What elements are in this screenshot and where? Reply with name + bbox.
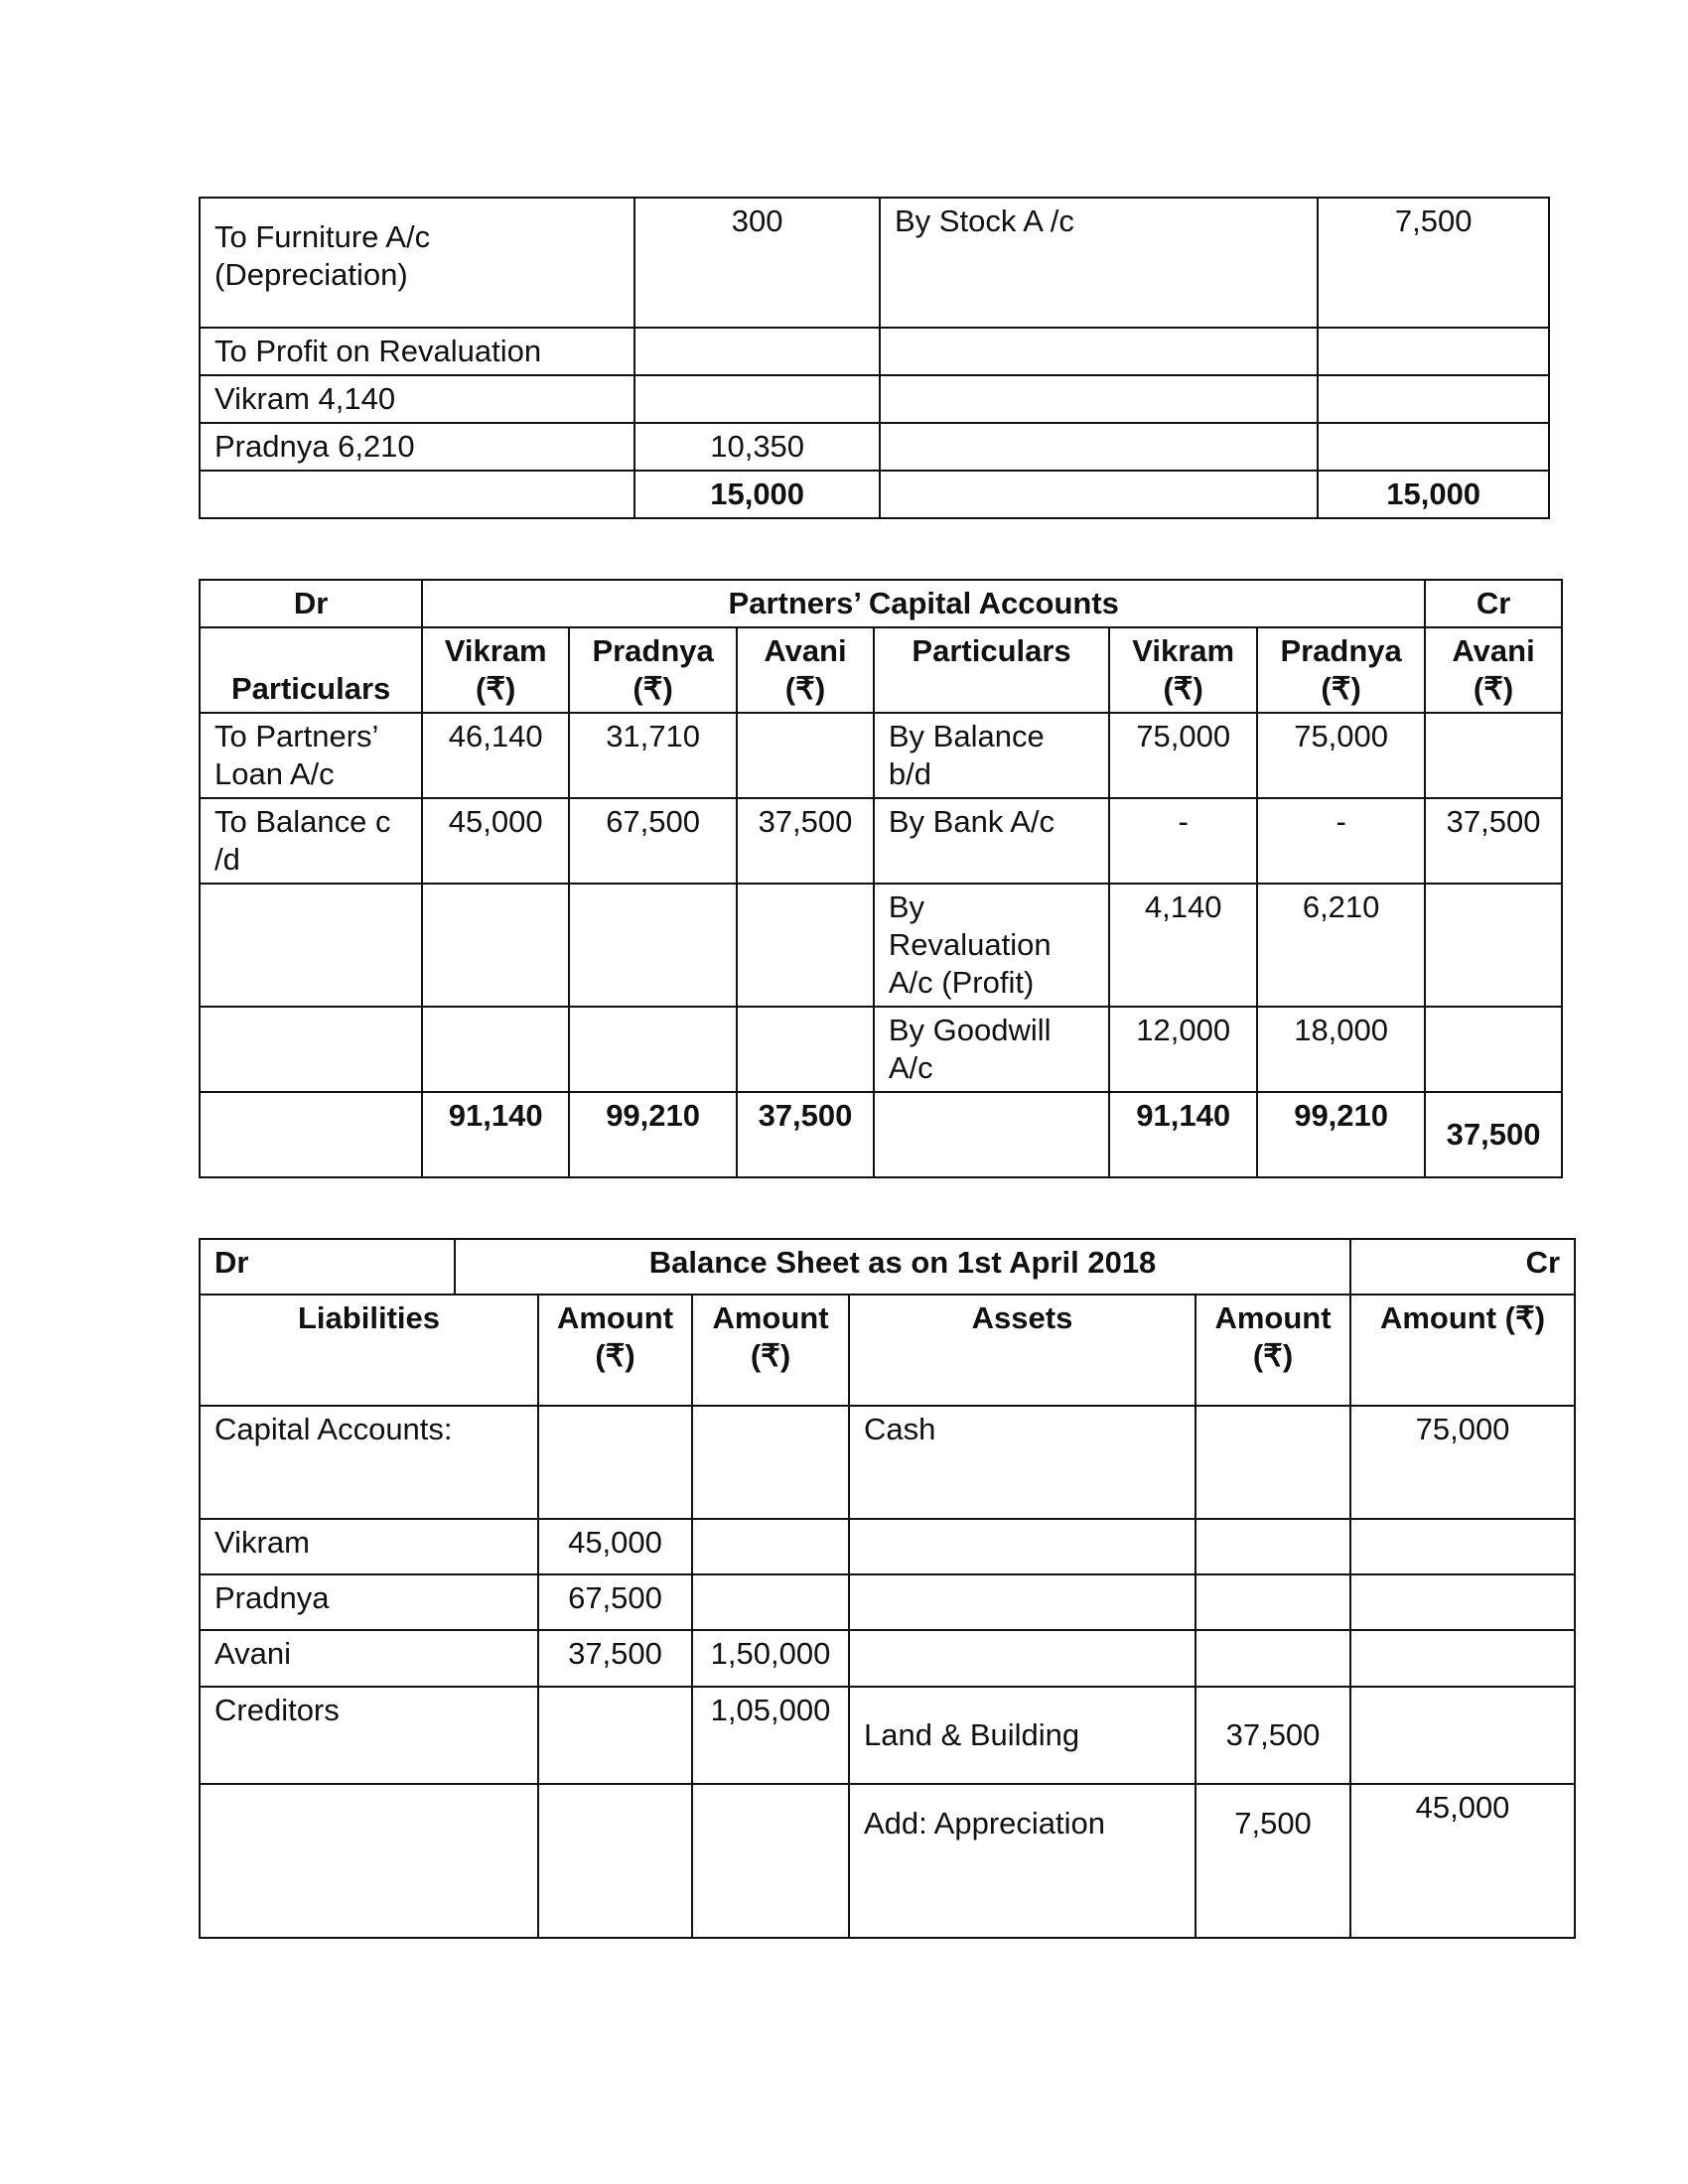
cr-avani <box>1425 1007 1562 1092</box>
cr-particular: By Bank A/c <box>874 798 1109 884</box>
table-row <box>200 884 1562 1007</box>
table-row <box>200 423 1549 471</box>
furniture-amount: 300 <box>634 198 880 328</box>
label-line: Loan A/c <box>214 756 335 791</box>
empty-cell <box>634 375 880 423</box>
balance-sheet-table <box>199 1238 1576 1939</box>
cr-vikram: 4,140 <box>1109 884 1257 1007</box>
empty-cell <box>692 1519 849 1574</box>
empty-cell <box>422 884 569 1007</box>
empty-cell <box>634 328 880 375</box>
label-line: Revaluation <box>888 927 1052 962</box>
header-name: Amount <box>712 1300 829 1335</box>
header-row <box>200 1239 1575 1295</box>
revaluation-account-table <box>199 197 1550 519</box>
pradnya-label: Pradnya <box>200 1574 538 1630</box>
table-row <box>200 1630 1575 1687</box>
particulars-header-cr: Particulars <box>874 627 1109 713</box>
cr-vikram: 12,000 <box>1109 1007 1257 1092</box>
empty-cell <box>1318 328 1549 375</box>
label-line: b/d <box>888 756 931 791</box>
avani-amount: 37,500 <box>538 1630 692 1687</box>
stock-label: By Stock A /c <box>880 198 1318 328</box>
table-row <box>200 798 1562 884</box>
balance-sheet-title: Balance Sheet as on 1st April 2018 <box>455 1239 1350 1295</box>
header-unit: (₹) <box>784 671 826 706</box>
pradnya-profit-share: Pradnya 6,210 <box>200 423 634 471</box>
appreciation-amount: 7,500 <box>1196 1784 1350 1938</box>
capital-accounts-title: Partners’ Capital Accounts <box>422 580 1425 627</box>
assets-header: Assets <box>849 1295 1196 1406</box>
pradnya-header-dr <box>569 627 737 713</box>
table-row <box>200 1406 1575 1519</box>
vikram-header-dr <box>422 627 569 713</box>
empty-cell <box>538 1687 692 1784</box>
cr-avani <box>1425 713 1562 798</box>
empty-cell <box>849 1574 1196 1630</box>
header-unit: (₹) <box>750 1338 791 1373</box>
dr-particular <box>200 798 422 884</box>
table-row-total <box>200 471 1549 518</box>
label-line: A/c <box>888 1050 933 1085</box>
dr-pradnya: 31,710 <box>569 713 737 798</box>
vikram-label: Vikram <box>200 1519 538 1574</box>
cr-vikram: 75,000 <box>1109 713 1257 798</box>
empty-cell <box>880 375 1318 423</box>
header-name: Amount <box>1214 1300 1332 1335</box>
cr-particular <box>874 1007 1109 1092</box>
empty-cell <box>692 1574 849 1630</box>
empty-cell <box>737 1007 874 1092</box>
empty-cell <box>849 1519 1196 1574</box>
dr-particular <box>200 713 422 798</box>
cr-pradnya: 6,210 <box>1257 884 1425 1007</box>
empty-cell <box>1196 1630 1350 1687</box>
land-building-amount: 37,500 <box>1196 1687 1350 1784</box>
liabilities-header: Liabilities <box>200 1295 538 1406</box>
empty-cell <box>880 423 1318 471</box>
empty-cell <box>874 1092 1109 1177</box>
cr-particular <box>874 713 1109 798</box>
label-line: To Balance c <box>214 804 391 839</box>
empty-cell <box>200 1092 422 1177</box>
dr-label: Dr <box>200 580 422 627</box>
partners-capital-accounts-table <box>199 579 1563 1178</box>
avani-header-dr <box>737 627 874 713</box>
cr-label: Cr <box>1425 580 1562 627</box>
empty-cell <box>1196 1519 1350 1574</box>
table-row <box>200 1519 1575 1574</box>
appreciation-label: Add: Appreciation <box>849 1784 1196 1938</box>
avani-header-cr <box>1425 627 1562 713</box>
empty-cell <box>538 1784 692 1938</box>
total-dr-vikram: 91,140 <box>422 1092 569 1177</box>
cr-label: Cr <box>1350 1239 1575 1295</box>
empty-cell <box>200 884 422 1007</box>
empty-cell <box>1350 1687 1575 1784</box>
empty-cell <box>737 884 874 1007</box>
header-unit: (₹) <box>1473 671 1514 706</box>
dr-vikram: 46,140 <box>422 713 569 798</box>
total-cr-pradnya: 99,210 <box>1257 1092 1425 1177</box>
empty-cell <box>1350 1519 1575 1574</box>
empty-cell <box>692 1406 849 1519</box>
furniture-depreciation-label <box>200 198 634 328</box>
cr-avani <box>1425 884 1562 1007</box>
column-header-row <box>200 627 1562 713</box>
total-cr-vikram: 91,140 <box>1109 1092 1257 1177</box>
furniture-label-line: To Furniture A/c <box>214 219 431 254</box>
header-row <box>200 580 1562 627</box>
header-unit: (₹) <box>633 671 673 706</box>
header-name: Vikram <box>444 633 547 668</box>
table-row <box>200 1784 1575 1938</box>
table-row-total <box>200 1092 1562 1177</box>
creditors-label: Creditors <box>200 1687 538 1784</box>
label-line: A/c (Profit) <box>888 965 1035 1000</box>
vikram-amount: 45,000 <box>538 1519 692 1574</box>
dr-vikram: 45,000 <box>422 798 569 884</box>
profit-amount: 10,350 <box>634 423 880 471</box>
avani-label: Avani <box>200 1630 538 1687</box>
cr-particular <box>874 884 1109 1007</box>
header-unit: (₹) <box>476 671 516 706</box>
empty-cell <box>1350 1630 1575 1687</box>
empty-cell <box>1318 375 1549 423</box>
column-header-row <box>200 1295 1575 1406</box>
total-debit: 15,000 <box>634 471 880 518</box>
empty-cell <box>200 1784 538 1938</box>
header-unit: (₹) <box>1321 671 1361 706</box>
header-name: Amount <box>556 1300 674 1335</box>
empty-cell <box>692 1784 849 1938</box>
total-dr-avani: 37,500 <box>737 1092 874 1177</box>
dr-pradnya: 67,500 <box>569 798 737 884</box>
header-unit: (₹) <box>1252 1338 1294 1373</box>
creditors-amount: 1,05,000 <box>692 1687 849 1784</box>
header-name: Vikram <box>1132 633 1235 668</box>
header-name: Pradnya <box>1280 633 1402 668</box>
land-building-total: 45,000 <box>1350 1784 1575 1938</box>
table-row <box>200 1687 1575 1784</box>
header-name: Pradnya <box>592 633 714 668</box>
amount-header-2 <box>692 1295 849 1406</box>
table-row <box>200 198 1549 328</box>
empty-cell <box>569 1007 737 1092</box>
capital-total: 1,50,000 <box>692 1630 849 1687</box>
amount-header-4: Amount (₹) <box>1350 1295 1575 1406</box>
particulars-header-dr: Particulars <box>200 627 422 713</box>
label-line: By <box>888 889 925 924</box>
vikram-profit-share: Vikram 4,140 <box>200 375 634 423</box>
total-credit: 15,000 <box>1318 471 1549 518</box>
land-building-label: Land & Building <box>849 1687 1196 1784</box>
header-name: Avani <box>1452 633 1535 668</box>
empty-cell <box>422 1007 569 1092</box>
profit-on-revaluation-label: To Profit on Revaluation <box>200 328 634 375</box>
label-line: /d <box>214 842 240 877</box>
empty-cell <box>849 1630 1196 1687</box>
cr-pradnya: 18,000 <box>1257 1007 1425 1092</box>
dr-avani: 37,500 <box>737 798 874 884</box>
cr-avani: 37,500 <box>1425 798 1562 884</box>
table-row <box>200 1574 1575 1630</box>
empty-cell <box>200 471 634 518</box>
pradnya-header-cr <box>1257 627 1425 713</box>
depreciation-label-line: (Depreciation) <box>214 257 408 292</box>
dr-label: Dr <box>200 1239 455 1295</box>
empty-cell <box>1196 1574 1350 1630</box>
amount-header-3 <box>1196 1295 1350 1406</box>
table-row <box>200 328 1549 375</box>
empty-cell <box>1350 1574 1575 1630</box>
table-row <box>200 713 1562 798</box>
label-line: By Goodwill <box>888 1013 1052 1047</box>
empty-cell <box>200 1007 422 1092</box>
header-name: Avani <box>764 633 847 668</box>
empty-cell <box>880 471 1318 518</box>
label-line: By Balance <box>888 719 1045 753</box>
total-cr-avani: 37,500 <box>1425 1092 1562 1177</box>
table-row <box>200 375 1549 423</box>
empty-cell <box>1196 1406 1350 1519</box>
header-unit: (₹) <box>1163 671 1203 706</box>
vikram-header-cr <box>1109 627 1257 713</box>
empty-cell <box>538 1406 692 1519</box>
empty-cell <box>569 884 737 1007</box>
cash-amount: 75,000 <box>1350 1406 1575 1519</box>
cr-vikram: - <box>1109 798 1257 884</box>
cr-pradnya: 75,000 <box>1257 713 1425 798</box>
cr-pradnya: - <box>1257 798 1425 884</box>
capital-accounts-label: Capital Accounts: <box>200 1406 538 1519</box>
cash-label: Cash <box>849 1406 1196 1519</box>
empty-cell <box>1318 423 1549 471</box>
stock-amount: 7,500 <box>1318 198 1549 328</box>
pradnya-amount: 67,500 <box>538 1574 692 1630</box>
total-dr-pradnya: 99,210 <box>569 1092 737 1177</box>
dr-avani <box>737 713 874 798</box>
table-row <box>200 1007 1562 1092</box>
amount-header-1 <box>538 1295 692 1406</box>
header-unit: (₹) <box>595 1338 635 1373</box>
label-line: To Partners’ <box>214 719 379 753</box>
empty-cell <box>880 328 1318 375</box>
